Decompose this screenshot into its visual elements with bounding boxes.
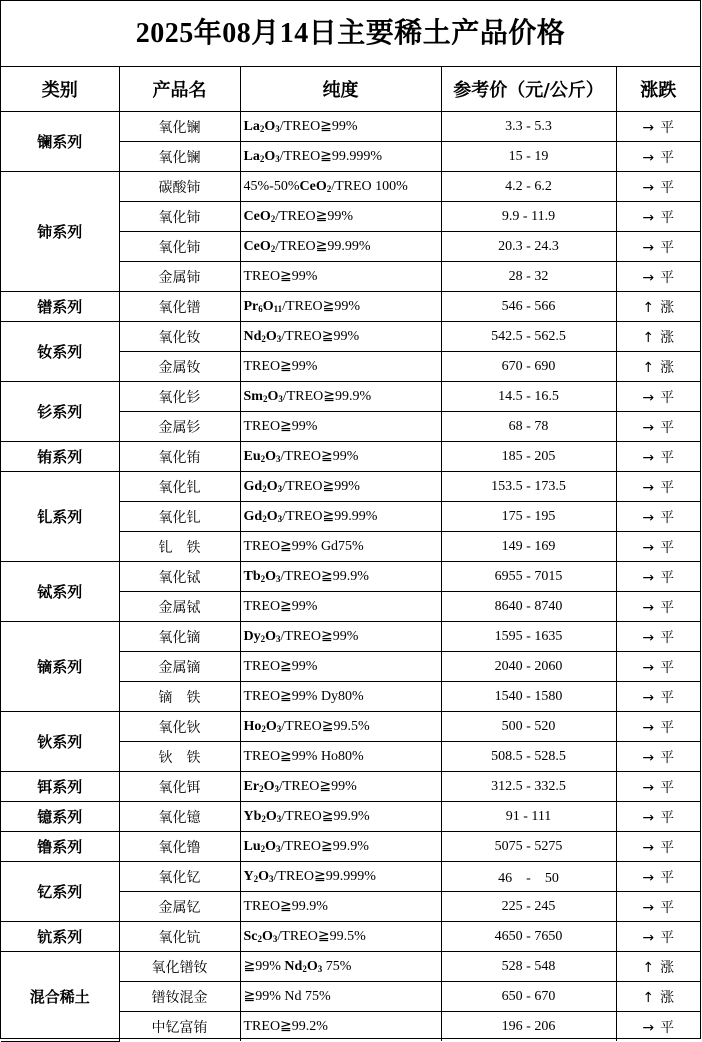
purity-cell: TREO≧99.2% <box>240 1012 441 1042</box>
product-name-cell: 氧化钕 <box>119 322 240 352</box>
product-name-cell: 氧化钐 <box>119 382 240 412</box>
purity-cell: TREO≧99% <box>240 262 441 292</box>
purity-cell: $La_2O_3/TREO≧99\%$ <box>240 112 441 142</box>
purity-cell: $Pr_6O_{11}/TREO≧99\%$ <box>240 292 441 322</box>
arrow-right-icon: → <box>642 419 655 436</box>
product-name-cell: 钆 铁 <box>119 532 240 562</box>
change-label: 涨 <box>660 359 675 376</box>
category-cell: 钇系列 <box>1 862 119 922</box>
arrow-right-icon: → <box>642 269 655 286</box>
purity-cell: TREO≧99% <box>240 652 441 682</box>
purity-cell: $Sm_2O_3/TREO≧99.9\%$ <box>240 382 441 412</box>
change-cell <box>616 352 700 382</box>
category-cell: 混合稀土 <box>1 952 119 1042</box>
change-label: 平 <box>660 269 675 286</box>
purity-cell: TREO≧99% Gd75% <box>240 532 441 562</box>
price-cell: 153.5 - 173.5 <box>441 472 616 502</box>
change-label: 涨 <box>660 959 675 976</box>
page-title: 2025年08月14日主要稀土产品价格 <box>1 1 700 67</box>
table-body <box>1 112 700 1042</box>
purity-cell: $Tb_2O_3/TREO≧99.9\%$ <box>240 562 441 592</box>
product-name-cell: 氧化镧 <box>119 142 240 172</box>
change-cell <box>616 112 700 142</box>
purity-cell: $Lu_2O_3/TREO≧99.9\%$ <box>240 832 441 862</box>
change-label: 涨 <box>660 299 675 316</box>
header-category: 类别 <box>1 67 119 112</box>
product-name-cell: 中钇富铕 <box>119 1012 240 1042</box>
purity-cell: CeO$_2$/TREO≧99.99% <box>240 232 441 262</box>
category-cell: 钕系列 <box>1 322 119 382</box>
change-cell <box>616 622 700 652</box>
product-name-cell: 金属镝 <box>119 652 240 682</box>
price-cell: 20.3 - 24.3 <box>441 232 616 262</box>
arrow-right-icon: → <box>642 719 655 736</box>
product-name-cell: 金属钐 <box>119 412 240 442</box>
price-cell: 225 - 245 <box>441 892 616 922</box>
price-cell: 46 - 50 <box>441 862 616 892</box>
purity-cell: TREO≧99% <box>240 412 441 442</box>
table-row <box>1 772 700 802</box>
price-cell: 91 - 111 <box>441 802 616 832</box>
purity-cell: $Yb_2O_3/TREO≧99.9\%$ <box>240 802 441 832</box>
change-label: 平 <box>660 629 675 646</box>
table-row <box>1 712 700 742</box>
change-label: 平 <box>660 179 675 196</box>
change-label: 平 <box>660 209 675 226</box>
price-cell: 4650 - 7650 <box>441 922 616 952</box>
change-label: 平 <box>660 899 675 916</box>
arrow-right-icon: → <box>642 809 655 826</box>
product-name-cell: 氧化镨 <box>119 292 240 322</box>
change-label: 平 <box>660 449 675 466</box>
price-cell: 500 - 520 <box>441 712 616 742</box>
product-name-cell: 镨钕混金 <box>119 982 240 1012</box>
arrow-right-icon: → <box>642 569 655 586</box>
product-name-cell: 镝 铁 <box>119 682 240 712</box>
category-cell: 钪系列 <box>1 922 119 952</box>
arrow-right-icon: → <box>642 179 655 196</box>
header-purity: 纯度 <box>240 67 441 112</box>
price-cell: 3.3 - 5.3 <box>441 112 616 142</box>
purity-cell: TREO≧99% Ho80% <box>240 742 441 772</box>
change-label: 平 <box>660 749 675 766</box>
table-row <box>1 172 700 202</box>
price-cell: 2040 - 2060 <box>441 652 616 682</box>
price-cell: 68 - 78 <box>441 412 616 442</box>
price-cell: 185 - 205 <box>441 442 616 472</box>
change-cell <box>616 502 700 532</box>
arrow-right-icon: → <box>642 539 655 556</box>
price-cell: 508.5 - 528.5 <box>441 742 616 772</box>
change-cell <box>616 682 700 712</box>
category-cell: 镱系列 <box>1 802 119 832</box>
table-row <box>1 802 700 832</box>
change-cell <box>616 892 700 922</box>
table-row <box>1 442 700 472</box>
table-row <box>1 922 700 952</box>
category-cell: 铽系列 <box>1 562 119 622</box>
category-cell: 钐系列 <box>1 382 119 442</box>
purity-cell: TREO≧99% Dy80% <box>240 682 441 712</box>
table-row <box>1 112 700 142</box>
arrow-right-icon: → <box>642 749 655 766</box>
change-label: 平 <box>660 689 675 706</box>
table-row <box>1 952 700 982</box>
arrow-right-icon: → <box>642 209 655 226</box>
purity-cell: CeO$_2$/TREO≧99% <box>240 202 441 232</box>
arrow-right-icon: → <box>642 899 655 916</box>
change-label: 平 <box>660 779 675 796</box>
price-cell: 1540 - 1580 <box>441 682 616 712</box>
arrow-right-icon: → <box>642 869 655 886</box>
change-cell <box>616 412 700 442</box>
purity-cell: $Dy_2O_3/TREO≧99\%$ <box>240 622 441 652</box>
purity-cell: $Gd_2O_3/TREO≧99.99\%$ <box>240 502 441 532</box>
change-label: 平 <box>660 539 675 556</box>
change-cell <box>616 652 700 682</box>
price-cell: 4.2 - 6.2 <box>441 172 616 202</box>
table-header-row <box>1 67 700 112</box>
change-label: 平 <box>660 479 675 496</box>
arrow-right-icon: → <box>642 1019 655 1036</box>
price-cell: 15 - 19 <box>441 142 616 172</box>
change-cell <box>616 322 700 352</box>
arrow-right-icon: → <box>642 239 655 256</box>
price-cell: 5075 - 5275 <box>441 832 616 862</box>
product-name-cell: 氧化铈 <box>119 232 240 262</box>
price-cell: 8640 - 8740 <box>441 592 616 622</box>
header-change: 涨跌 <box>616 67 700 112</box>
change-label: 平 <box>660 419 675 436</box>
arrow-right-icon: → <box>642 389 655 406</box>
arrow-up-icon: ↑ <box>642 959 655 976</box>
change-cell <box>616 382 700 412</box>
table-row <box>1 622 700 652</box>
change-cell <box>616 532 700 562</box>
purity-cell: $La_2O_3/TREO≧99.999\%$ <box>240 142 441 172</box>
table-row <box>1 562 700 592</box>
table-row <box>1 382 700 412</box>
arrow-right-icon: → <box>642 119 655 136</box>
change-label: 平 <box>660 869 675 886</box>
change-label: 平 <box>660 809 675 826</box>
category-cell: 镨系列 <box>1 292 119 322</box>
table-row <box>1 832 700 862</box>
price-cell: 546 - 566 <box>441 292 616 322</box>
change-label: 平 <box>660 839 675 856</box>
product-name-cell: 氧化铕 <box>119 442 240 472</box>
table-row <box>1 862 700 892</box>
change-label: 平 <box>660 149 675 166</box>
category-cell: 铒系列 <box>1 772 119 802</box>
product-name-cell: 氧化钆 <box>119 502 240 532</box>
change-cell <box>616 142 700 172</box>
purity-cell: $Er_2O_3/TREO≧99\%$ <box>240 772 441 802</box>
product-name-cell: 氧化铒 <box>119 772 240 802</box>
product-name-cell: 氧化铽 <box>119 562 240 592</box>
change-label: 涨 <box>660 329 675 346</box>
change-cell <box>616 1012 700 1042</box>
price-cell: 149 - 169 <box>441 532 616 562</box>
change-cell <box>616 982 700 1012</box>
purity-cell: ≧99% $Nd_2O_3$ 75% <box>240 952 441 982</box>
purity-cell: $Sc_2O_3/TREO≧99.5\%$ <box>240 922 441 952</box>
purity-cell: TREO≧99% <box>240 592 441 622</box>
arrow-up-icon: ↑ <box>642 989 655 1006</box>
category-cell: 钆系列 <box>1 472 119 562</box>
price-table <box>1 67 700 1042</box>
price-cell: 670 - 690 <box>441 352 616 382</box>
category-cell: 钬系列 <box>1 712 119 772</box>
change-cell <box>616 202 700 232</box>
arrow-right-icon: → <box>642 449 655 466</box>
product-name-cell: 金属铽 <box>119 592 240 622</box>
change-cell <box>616 232 700 262</box>
header-price: 参考价（元/公斤） <box>441 67 616 112</box>
change-label: 平 <box>660 1019 675 1036</box>
arrow-right-icon: → <box>642 779 655 796</box>
product-name-cell: 氧化镱 <box>119 802 240 832</box>
product-name-cell: 钬 铁 <box>119 742 240 772</box>
product-name-cell: 金属铈 <box>119 262 240 292</box>
change-cell <box>616 802 700 832</box>
price-cell: 542.5 - 562.5 <box>441 322 616 352</box>
purity-cell: $Y_2O_3/TREO≧99.999\%$ <box>240 862 441 892</box>
arrow-right-icon: → <box>642 629 655 646</box>
change-cell <box>616 562 700 592</box>
change-cell <box>616 442 700 472</box>
purity-cell: $Eu_2O_3/TREO≧99\%$ <box>240 442 441 472</box>
change-label: 平 <box>660 569 675 586</box>
category-cell: 镧系列 <box>1 112 119 172</box>
table-row <box>1 292 700 322</box>
change-cell <box>616 772 700 802</box>
price-cell: 528 - 548 <box>441 952 616 982</box>
arrow-up-icon: ↑ <box>642 329 655 346</box>
product-name-cell: 碳酸铈 <box>119 172 240 202</box>
change-cell <box>616 952 700 982</box>
price-cell: 14.5 - 16.5 <box>441 382 616 412</box>
product-name-cell: 氧化铈 <box>119 202 240 232</box>
category-cell: 镥系列 <box>1 832 119 862</box>
change-label: 平 <box>660 119 675 136</box>
change-label: 平 <box>660 719 675 736</box>
product-name-cell: 金属钕 <box>119 352 240 382</box>
change-label: 平 <box>660 509 675 526</box>
arrow-right-icon: → <box>642 689 655 706</box>
arrow-up-icon: ↑ <box>642 299 655 316</box>
table-row <box>1 322 700 352</box>
price-cell: 650 - 670 <box>441 982 616 1012</box>
change-label: 平 <box>660 929 675 946</box>
product-name-cell: 金属钇 <box>119 892 240 922</box>
product-name-cell: 氧化钇 <box>119 862 240 892</box>
arrow-right-icon: → <box>642 929 655 946</box>
purity-cell: $Gd_2O_3/TREO≧99\%$ <box>240 472 441 502</box>
price-cell: 196 - 206 <box>441 1012 616 1042</box>
price-cell: 1595 - 1635 <box>441 622 616 652</box>
product-name-cell: 氧化镨钕 <box>119 952 240 982</box>
table-row <box>1 472 700 502</box>
product-name-cell: 氧化镥 <box>119 832 240 862</box>
change-cell <box>616 832 700 862</box>
product-name-cell: 氧化镧 <box>119 112 240 142</box>
purity-cell: ≧99% Nd 75% <box>240 982 441 1012</box>
change-label: 涨 <box>660 989 675 1006</box>
arrow-right-icon: → <box>642 509 655 526</box>
change-cell <box>616 592 700 622</box>
change-cell <box>616 262 700 292</box>
purity-cell: TREO≧99.9% <box>240 892 441 922</box>
purity-cell: TREO≧99% <box>240 352 441 382</box>
change-label: 平 <box>660 389 675 406</box>
purity-cell: $Nd_2O_3/TREO≧99\%$ <box>240 322 441 352</box>
product-name-cell: 氧化镝 <box>119 622 240 652</box>
product-name-cell: 氧化钪 <box>119 922 240 952</box>
change-cell <box>616 922 700 952</box>
purity-cell: 45%-50%CeO$_2$/TREO 100% <box>240 172 441 202</box>
change-cell <box>616 742 700 772</box>
price-cell: 28 - 32 <box>441 262 616 292</box>
arrow-right-icon: → <box>642 839 655 856</box>
change-cell <box>616 862 700 892</box>
arrow-right-icon: → <box>642 479 655 496</box>
header-product: 产品名 <box>119 67 240 112</box>
arrow-right-icon: → <box>642 149 655 166</box>
change-cell <box>616 172 700 202</box>
product-name-cell: 氧化钆 <box>119 472 240 502</box>
category-cell: 铈系列 <box>1 172 119 292</box>
arrow-right-icon: → <box>642 659 655 676</box>
change-cell <box>616 712 700 742</box>
change-cell <box>616 472 700 502</box>
change-label: 平 <box>660 659 675 676</box>
price-cell: 6955 - 7015 <box>441 562 616 592</box>
change-cell <box>616 292 700 322</box>
category-cell: 镝系列 <box>1 622 119 712</box>
product-name-cell: 氧化钬 <box>119 712 240 742</box>
price-cell: 175 - 195 <box>441 502 616 532</box>
change-label: 平 <box>660 599 675 616</box>
purity-cell: $Ho_2O_3/TREO≧99.5\%$ <box>240 712 441 742</box>
price-cell: 9.9 - 11.9 <box>441 202 616 232</box>
category-cell: 铕系列 <box>1 442 119 472</box>
change-label: 平 <box>660 239 675 256</box>
price-cell: 312.5 - 332.5 <box>441 772 616 802</box>
arrow-up-icon: ↑ <box>642 359 655 376</box>
arrow-right-icon: → <box>642 599 655 616</box>
